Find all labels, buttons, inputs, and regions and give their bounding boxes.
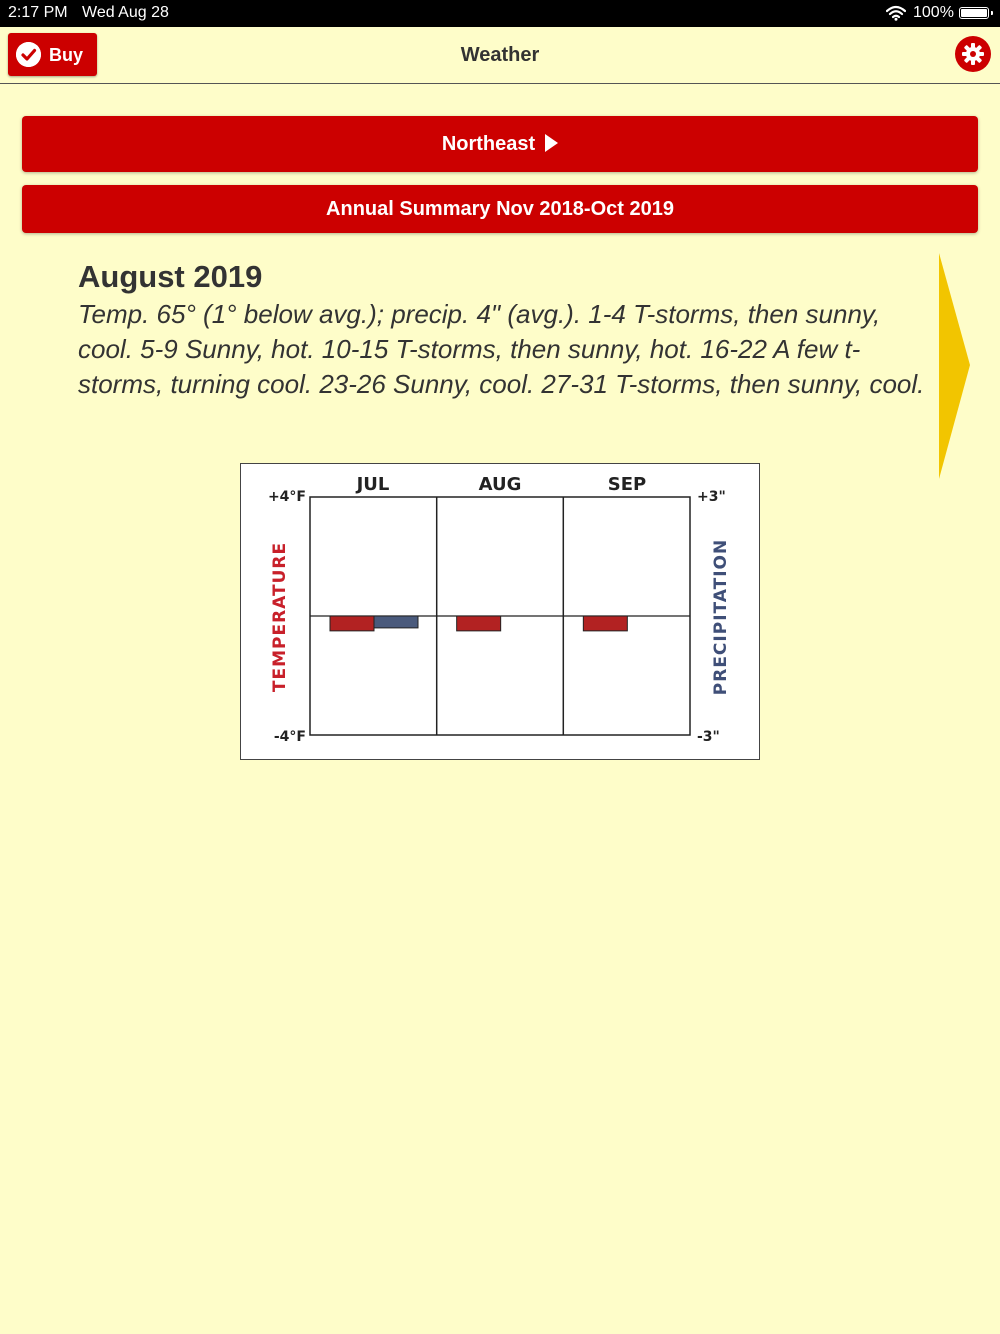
month-title: August 2019 [78, 259, 263, 294]
annual-summary-button[interactable] [22, 185, 978, 233]
wifi-icon [886, 5, 906, 26]
settings-button[interactable] [955, 36, 991, 72]
precipitation-axis-label: PRECIPITATION [710, 538, 731, 695]
gear-icon [961, 42, 985, 66]
annual-summary-label: Annual Summary Nov 2018-Oct 2019 [326, 198, 674, 220]
chart-svg [240, 463, 760, 760]
nav-bar [0, 27, 1000, 84]
precipitation-top-tick: +3" [696, 488, 726, 505]
next-month-button[interactable] [938, 253, 972, 486]
chevron-right-icon [938, 253, 972, 481]
temperature-bar-sep [583, 616, 627, 631]
status-time: 2:17 PM [8, 4, 68, 21]
status-date: Wed Aug 28 [82, 4, 169, 21]
page-title: Weather [460, 44, 540, 66]
battery-percent: 100% [913, 4, 954, 21]
forecast-chart [240, 463, 760, 760]
buy-label: Buy [49, 45, 84, 65]
region-button[interactable] [22, 116, 978, 172]
status-bar [0, 0, 1000, 27]
month-label-jul: JUL [356, 473, 389, 495]
precipitation-bar-jul [374, 616, 418, 628]
temperature-bar-jul [330, 616, 374, 631]
temperature-top-tick: +4°F [267, 488, 306, 505]
month-label-sep: SEP [607, 473, 646, 495]
temperature-bottom-tick: -4°F [273, 728, 306, 745]
play-icon [545, 134, 558, 152]
battery-icon [959, 7, 989, 19]
region-label: Northeast [441, 133, 536, 155]
temperature-axis-label: TEMPERATURE [269, 541, 290, 692]
forecast-text: Temp. 65° (1° below avg.); precip. 4" (avg.). 1-4 T-storms, then sunny, cool. 5-9 Sunny, hot. 10-15 T-storms, then sunny, hot. 16-22 A few t-storms, turning cool. 23-26 Sunny, cool. 27-31 T-storms, then sunny, cool. [78, 299, 925, 399]
precipitation-bottom-tick: -3" [696, 728, 720, 745]
temperature-bar-aug [456, 616, 500, 631]
month-label-aug: AUG [478, 473, 521, 495]
